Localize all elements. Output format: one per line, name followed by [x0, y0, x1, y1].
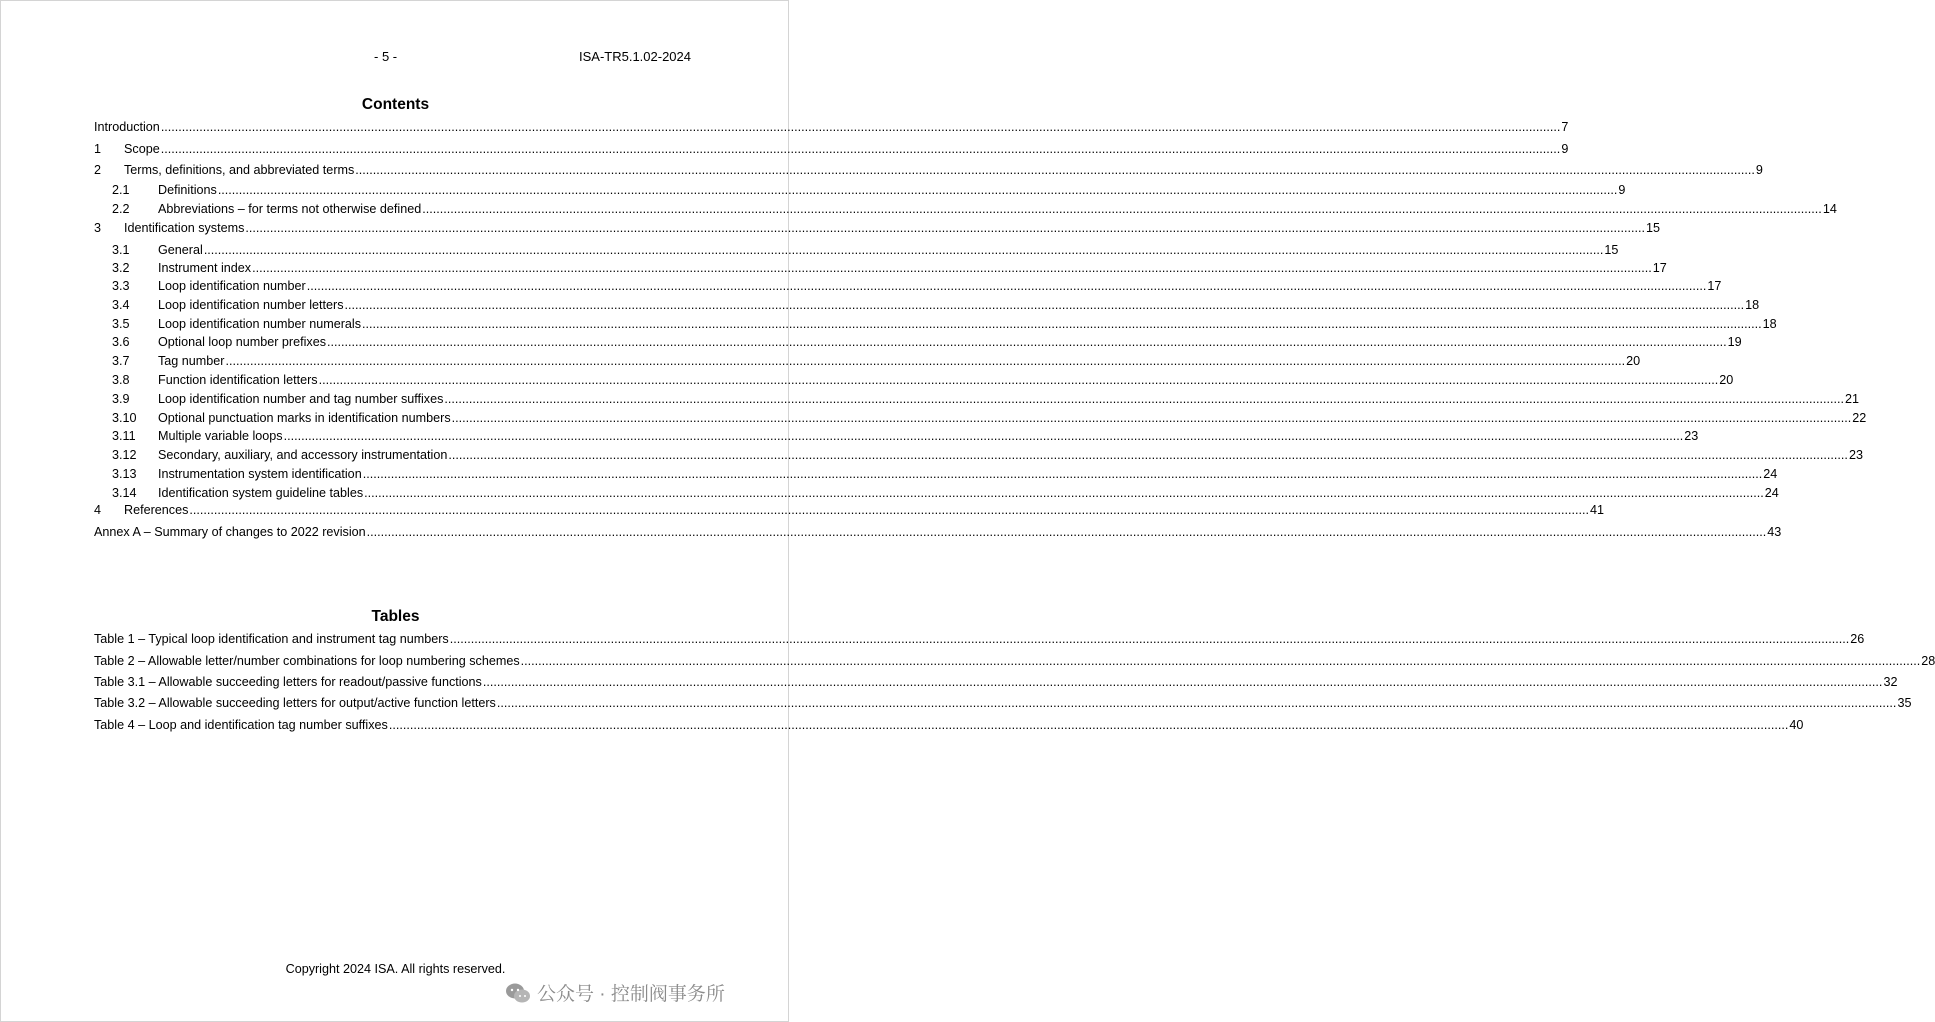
contents-entry[interactable]	[94, 429, 1699, 445]
contents-entry-number: 1	[94, 142, 102, 156]
contents-entry-number: 3	[94, 221, 102, 235]
contents-entry[interactable]	[94, 279, 1722, 295]
dot-leader: ................................................................................................................................................................................................................................................................................................................................................................................................................	[364, 486, 1764, 500]
contents-entry-number: 3.3	[112, 279, 130, 293]
dot-leader: ................................................................................................................................................................................................................................................................................................................................................................................................................	[366, 525, 1767, 539]
contents-entry-label: Loop identification number and tag number suffixes	[158, 392, 444, 406]
contents-entry-number: 3.8	[112, 373, 130, 387]
dot-leader: ................................................................................................................................................................................................................................................................................................................................................................................................................	[217, 183, 1618, 197]
contents-entry-label: References	[124, 503, 189, 517]
contents-entry-page: 22	[1852, 411, 1867, 425]
contents-entry-page: 14	[1822, 202, 1837, 216]
contents-entry-label: Loop identification number numerals	[158, 317, 362, 331]
contents-entry-page: 20	[1626, 354, 1641, 368]
contents-entry-label: Instrumentation system identification	[158, 467, 362, 481]
copyright-footer: Copyright 2024 ISA. All rights reserved.	[285, 962, 506, 976]
contents-entry-page: 15	[1604, 243, 1619, 257]
tables-entry-label: Table 3.2 – Allowable succeeding letters for output/active function letters	[94, 696, 496, 710]
contents-entry-page: 15	[1646, 221, 1661, 235]
contents-entry[interactable]	[94, 202, 1837, 218]
contents-entry-number: 4	[94, 503, 102, 517]
contents-entry-label: Tag number	[158, 354, 225, 368]
contents-entry-number: 3.13	[112, 467, 137, 481]
contents-entry-label: Definitions	[158, 183, 217, 197]
dot-leader: ................................................................................................................................................................................................................................................................................................................................................................................................................	[252, 261, 1652, 275]
contents-entry-label: Terms, definitions, and abbreviated terms	[124, 163, 355, 177]
tables-entry[interactable]	[94, 696, 1912, 712]
dot-leader: ................................................................................................................................................................................................................................................................................................................................................................................................................	[245, 221, 1645, 235]
dot-leader: ................................................................................................................................................................................................................................................................................................................................................................................................................	[422, 202, 1822, 216]
contents-entry-page: 43	[1767, 525, 1782, 539]
contents-entry-page: 9	[1561, 142, 1569, 156]
contents-entry[interactable]	[94, 486, 1779, 502]
tables-entry-label: Table 1 – Typical loop identification and instrument tag numbers	[94, 632, 449, 646]
page-number: - 5 -	[374, 49, 398, 64]
contents-entry-number: 3.4	[112, 298, 130, 312]
contents-entry-page: 21	[1845, 392, 1860, 406]
contents-title: Contents	[361, 96, 430, 113]
tables-entry-page: 32	[1883, 675, 1898, 689]
dot-leader: ................................................................................................................................................................................................................................................................................................................................................................................................................	[189, 503, 1589, 517]
tables-entry-page: 26	[1850, 632, 1865, 646]
contents-entry-number: 3.5	[112, 317, 130, 331]
contents-entry-page: 9	[1618, 183, 1626, 197]
dot-leader: ................................................................................................................................................................................................................................................................................................................................................................................................................	[362, 317, 1762, 331]
contents-entry[interactable]	[94, 221, 1661, 237]
contents-entry-number: 2	[94, 163, 102, 177]
contents-entry-label: Optional loop number prefixes	[158, 335, 327, 349]
contents-entry-number: 3.9	[112, 392, 130, 406]
contents-entry-page: 24	[1764, 486, 1779, 500]
contents-entry-page: 17	[1652, 261, 1667, 275]
contents-entry-label: Optional punctuation marks in identification numbers	[158, 411, 451, 425]
tables-entry-page: 28	[1921, 654, 1935, 668]
dot-leader: ................................................................................................................................................................................................................................................................................................................................................................................................................	[496, 696, 1897, 710]
contents-entry[interactable]	[94, 525, 1782, 541]
tables-entry-label: Table 4 – Loop and identification tag number suffixes	[94, 718, 388, 732]
tables-entry[interactable]	[94, 718, 1804, 734]
dot-leader: ................................................................................................................................................................................................................................................................................................................................................................................................................	[318, 373, 1719, 387]
contents-entry[interactable]	[94, 467, 1778, 483]
contents-entry-page: 17	[1707, 279, 1722, 293]
tables-entry[interactable]	[94, 632, 1865, 648]
contents-entry-label: Loop identification number letters	[158, 298, 344, 312]
watermark	[505, 979, 725, 1006]
contents-entry-number: 3.6	[112, 335, 130, 349]
contents-entry-page: 18	[1745, 298, 1760, 312]
dot-leader: ................................................................................................................................................................................................................................................................................................................................................................................................................	[362, 467, 1763, 481]
dot-leader: ................................................................................................................................................................................................................................................................................................................................................................................................................	[160, 142, 1561, 156]
tables-entry-page: 40	[1789, 718, 1804, 732]
dot-leader: ................................................................................................................................................................................................................................................................................................................................................................................................................	[306, 279, 1707, 293]
tables-entry[interactable]	[94, 675, 1898, 691]
dot-leader: ................................................................................................................................................................................................................................................................................................................................................................................................................	[203, 243, 1604, 257]
contents-entry-page: 24	[1763, 467, 1778, 481]
contents-entry-page: 19	[1727, 335, 1742, 349]
contents-entry-number: 3.7	[112, 354, 130, 368]
tables-entry-page: 35	[1897, 696, 1912, 710]
contents-entry[interactable]	[94, 354, 1641, 370]
contents-entry[interactable]	[94, 183, 1626, 199]
contents-entry-label: Loop identification number	[158, 279, 306, 293]
dot-leader: ................................................................................................................................................................................................................................................................................................................................................................................................................	[388, 718, 1789, 732]
contents-entry-label: Abbreviations – for terms not otherwise defined	[158, 202, 422, 216]
contents-entry-page: 23	[1684, 429, 1699, 443]
contents-entry-label: Introduction	[94, 120, 160, 134]
wechat-icon	[505, 982, 531, 1004]
contents-entry-page: 9	[1755, 163, 1763, 177]
contents-entry[interactable]	[94, 120, 1569, 136]
contents-entry-number: 3.12	[112, 448, 137, 462]
dot-leader: ................................................................................................................................................................................................................................................................................................................................................................................................................	[448, 448, 1848, 462]
contents-entry[interactable]	[94, 411, 1867, 427]
dot-leader: ................................................................................................................................................................................................................................................................................................................................................................................................................	[451, 411, 1852, 425]
tables-title: Tables	[371, 608, 420, 625]
contents-entry-label: Multiple variable loops	[158, 429, 283, 443]
document-id: ISA-TR5.1.02-2024	[578, 49, 691, 64]
contents-entry[interactable]	[94, 163, 1763, 179]
contents-entry-label: Annex A – Summary of changes to 2022 revision	[94, 525, 366, 539]
contents-entry-page: 41	[1590, 503, 1605, 517]
contents-entry[interactable]	[94, 503, 1605, 519]
contents-entry-label: General	[158, 243, 203, 257]
contents-entry[interactable]	[94, 373, 1734, 389]
contents-entry-label: Instrument index	[158, 261, 252, 275]
contents-entry-label: Scope	[124, 142, 160, 156]
contents-entry-number: 3.10	[112, 411, 137, 425]
dot-leader: ................................................................................................................................................................................................................................................................................................................................................................................................................	[283, 429, 1684, 443]
contents-entry-label: Identification system guideline tables	[158, 486, 364, 500]
contents-entry-number: 3.1	[112, 243, 130, 257]
contents-entry[interactable]	[94, 317, 1777, 333]
dot-leader: ................................................................................................................................................................................................................................................................................................................................................................................................................	[449, 632, 1850, 646]
dot-leader: ................................................................................................................................................................................................................................................................................................................................................................................................................	[444, 392, 1845, 406]
contents-entry-number: 3.14	[112, 486, 137, 500]
contents-entry-page: 20	[1719, 373, 1734, 387]
contents-entry-page: 7	[1561, 120, 1569, 134]
contents-entry-number: 2.1	[112, 183, 130, 197]
contents-entry[interactable]	[94, 448, 1863, 464]
contents-entry[interactable]	[94, 243, 1619, 259]
contents-entry-label: Identification systems	[124, 221, 245, 235]
dot-leader: ................................................................................................................................................................................................................................................................................................................................................................................................................	[520, 654, 1921, 668]
contents-entry[interactable]	[94, 142, 1569, 158]
dot-leader: ................................................................................................................................................................................................................................................................................................................................................................................................................	[160, 120, 1561, 134]
contents-entry-page: 18	[1762, 317, 1777, 331]
contents-entry-number: 2.2	[112, 202, 130, 216]
contents-entry[interactable]	[94, 261, 1667, 277]
contents-entry-page: 23	[1848, 448, 1863, 462]
tables-entry-label: Table 3.1 – Allowable succeeding letters for readout/passive functions	[94, 675, 482, 689]
tables-entry-label: Table 2 – Allowable letter/number combinations for loop numbering schemes	[94, 654, 520, 668]
contents-entry[interactable]	[94, 392, 1860, 408]
tables-entry[interactable]	[94, 654, 1935, 670]
contents-entry-label: Function identification letters	[158, 373, 318, 387]
contents-entry-number: 3.11	[112, 429, 136, 443]
dot-leader: ................................................................................................................................................................................................................................................................................................................................................................................................................	[327, 335, 1727, 349]
contents-entry[interactable]	[94, 298, 1760, 314]
watermark-text: 公众号 · 控制阀事务所	[537, 984, 725, 1005]
dot-leader: ................................................................................................................................................................................................................................................................................................................................................................................................................	[344, 298, 1745, 312]
dot-leader: ................................................................................................................................................................................................................................................................................................................................................................................................................	[482, 675, 1883, 689]
dot-leader: ................................................................................................................................................................................................................................................................................................................................................................................................................	[355, 163, 1755, 177]
contents-entry-number: 3.2	[112, 261, 130, 275]
dot-leader: ................................................................................................................................................................................................................................................................................................................................................................................................................	[225, 354, 1626, 368]
contents-entry[interactable]	[94, 335, 1742, 351]
contents-entry-label: Secondary, auxiliary, and accessory instrumentation	[158, 448, 448, 462]
